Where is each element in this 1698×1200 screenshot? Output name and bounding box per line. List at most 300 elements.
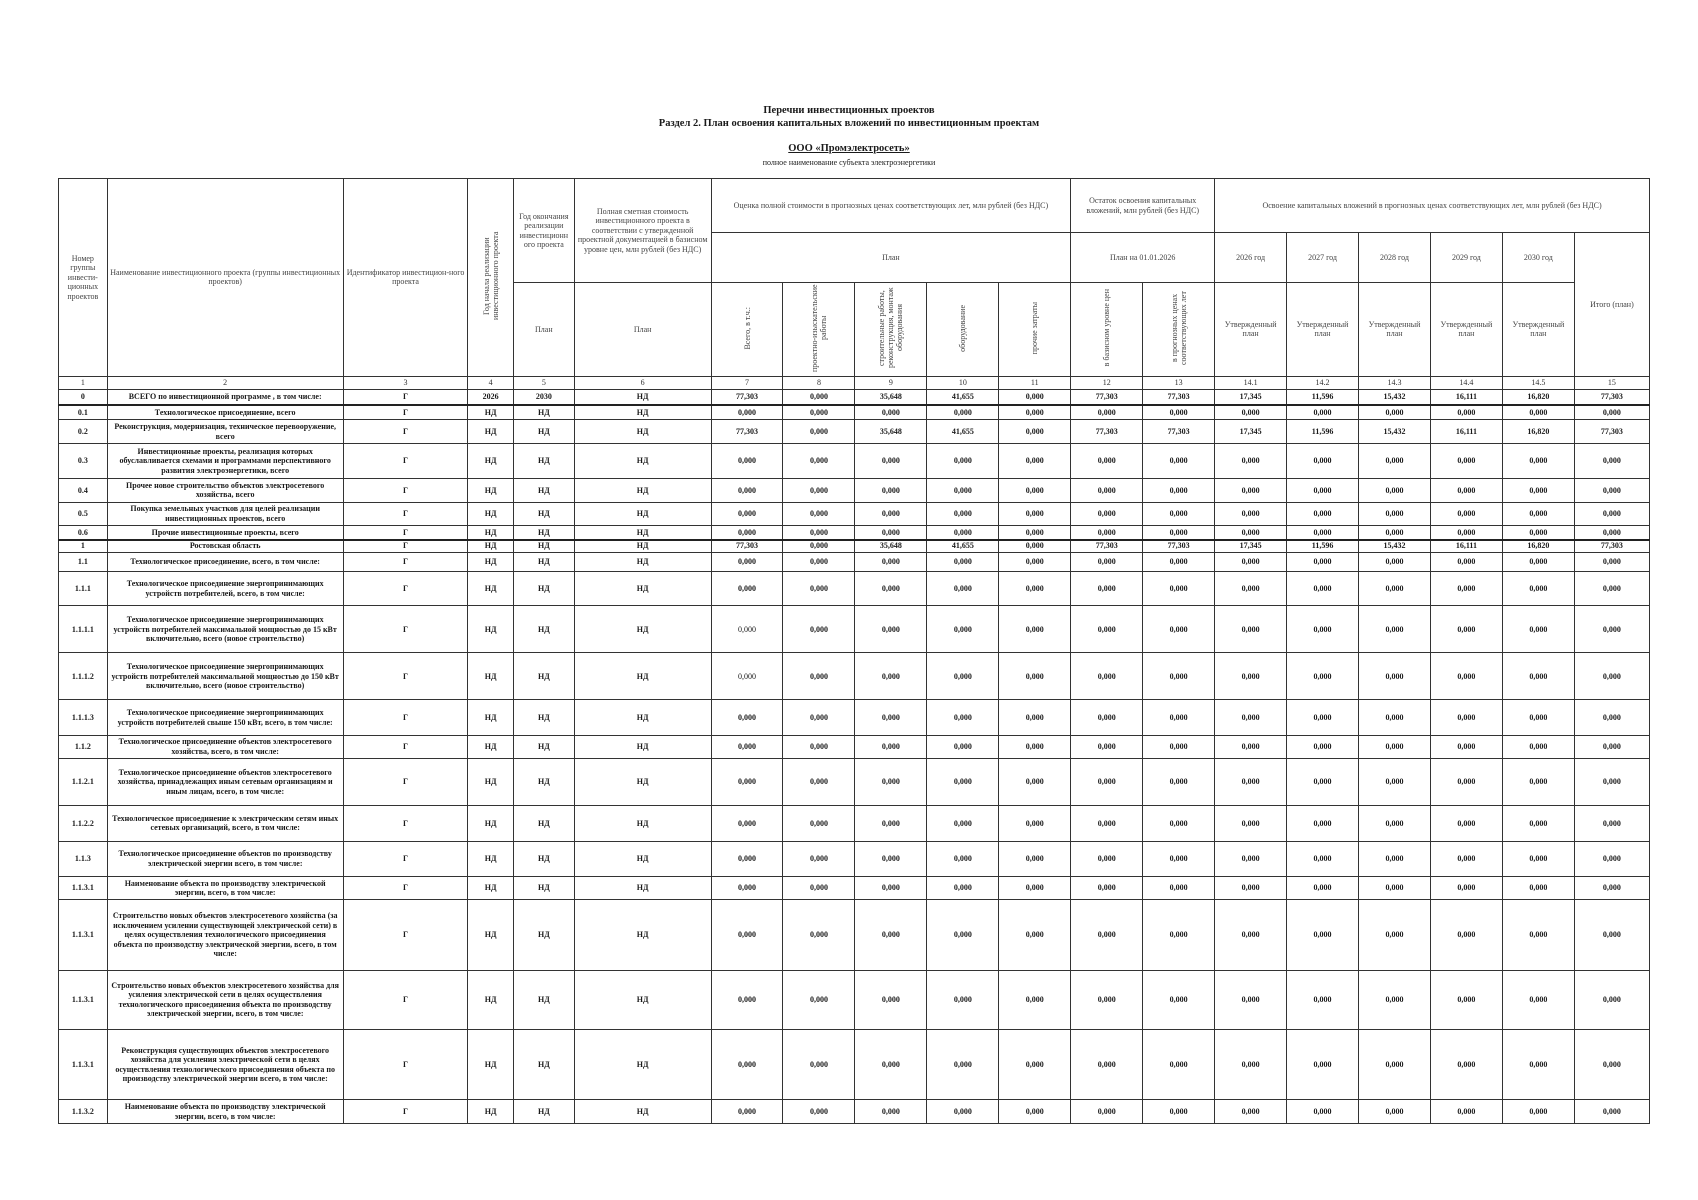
row-value-cell: 0,000 xyxy=(1502,806,1574,841)
row-value-cell: 41,655 xyxy=(927,390,999,405)
col-approved-2028: Утвержденный план xyxy=(1359,283,1431,377)
row-number: 0.4 xyxy=(59,479,108,503)
row-value-cell: 0,000 xyxy=(1430,900,1502,971)
row-value-cell: 0,000 xyxy=(1071,900,1143,971)
table-row xyxy=(59,540,1650,553)
row-value-cell: 0,000 xyxy=(855,502,927,526)
row-value-cell: 0,000 xyxy=(1071,479,1143,503)
row-value-cell: 0,000 xyxy=(1574,443,1649,478)
row-project-name: Технологическое присоединение энергопринимающих устройств потребителей максимальной мощностью до 150 кВт включительно, всего (новое строительство) xyxy=(107,653,343,700)
row-number: 1.1.3.1 xyxy=(59,1029,108,1100)
row-value-cell: 0,000 xyxy=(711,700,783,735)
row-value-cell: 0,000 xyxy=(927,841,999,876)
row-estimate-cost: НД xyxy=(574,502,711,526)
row-value-cell: 0,000 xyxy=(1574,606,1649,653)
row-value-cell: 0,000 xyxy=(1359,806,1431,841)
row-value-cell: 0,000 xyxy=(855,806,927,841)
row-project-name: Прочие инвестиционные проекты, всего xyxy=(107,526,343,540)
row-start-year: НД xyxy=(468,700,514,735)
row-value-cell: 0,000 xyxy=(711,806,783,841)
col-project-name: Наименование инвестиционного проекта (группы инвестиционных проектов) xyxy=(107,179,343,377)
row-value-cell: 0,000 xyxy=(1071,572,1143,606)
row-number: 1.1.1 xyxy=(59,572,108,606)
row-value-cell: 0,000 xyxy=(855,526,927,540)
row-estimate-cost: НД xyxy=(574,735,711,759)
row-value-cell: 0,000 xyxy=(1143,841,1215,876)
row-value-cell: 0,000 xyxy=(1143,552,1215,571)
row-value-cell: 0,000 xyxy=(783,572,855,606)
row-value-cell: 0,000 xyxy=(1143,606,1215,653)
row-value-cell: 0,000 xyxy=(1574,526,1649,540)
row-end-year: НД xyxy=(513,1029,574,1100)
row-value-cell: 15,432 xyxy=(1359,540,1431,553)
col-sub-design: проектно-изыскательские работы xyxy=(783,283,855,377)
row-value-cell: 11,596 xyxy=(1287,420,1359,444)
row-project-id: Г xyxy=(343,606,468,653)
row-value-cell: 0,000 xyxy=(1574,876,1649,900)
row-estimate-cost: НД xyxy=(574,479,711,503)
row-start-year: НД xyxy=(468,420,514,444)
row-value-cell: 0,000 xyxy=(711,526,783,540)
row-start-year: НД xyxy=(468,502,514,526)
row-value-cell: 0,000 xyxy=(783,502,855,526)
row-value-cell: 0,000 xyxy=(1143,1029,1215,1100)
row-value-cell: 0,000 xyxy=(1502,526,1574,540)
row-value-cell: 0,000 xyxy=(1359,900,1431,971)
row-value-cell: 0,000 xyxy=(1215,970,1287,1029)
row-value-cell: 0,000 xyxy=(1359,1029,1431,1100)
row-value-cell: 0,000 xyxy=(927,479,999,503)
row-start-year: НД xyxy=(468,606,514,653)
row-value-cell: 0,000 xyxy=(1071,606,1143,653)
table-row xyxy=(59,700,1650,735)
row-project-name: Технологическое присоединение к электрическим сетям иных сетевых организаций, всего, в том числе: xyxy=(107,806,343,841)
row-value-cell: 0,000 xyxy=(1574,479,1649,503)
row-value-cell: 0,000 xyxy=(1430,806,1502,841)
row-value-cell: 0,000 xyxy=(1215,876,1287,900)
row-number: 0.1 xyxy=(59,405,108,420)
row-value-cell: 0,000 xyxy=(711,841,783,876)
table-row xyxy=(59,405,1650,420)
row-value-cell: 0,000 xyxy=(1502,572,1574,606)
row-value-cell: 0,000 xyxy=(1287,606,1359,653)
row-value-cell: 0,000 xyxy=(711,479,783,503)
table-row xyxy=(59,1100,1650,1124)
row-number: 1.1.2 xyxy=(59,735,108,759)
col-estimate-cost: Полная сметная стоимость инвестиционного проекта в соответствии с утвержденной проектной документацией в базисном уровне цен, млн рублей (без НДС) xyxy=(574,179,711,283)
table-row xyxy=(59,1029,1650,1100)
table-row xyxy=(59,759,1650,806)
row-value-cell: 0,000 xyxy=(1574,1100,1649,1124)
table-row xyxy=(59,970,1650,1029)
row-value-cell: 0,000 xyxy=(1215,443,1287,478)
row-value-cell: 0,000 xyxy=(783,970,855,1029)
row-value-cell: 0,000 xyxy=(1215,700,1287,735)
row-project-name: Технологическое присоединение энергопринимающих устройств потребителей свыше 150 кВт, всего, в том числе: xyxy=(107,700,343,735)
row-value-cell: 0,000 xyxy=(1287,970,1359,1029)
row-end-year: НД xyxy=(513,552,574,571)
row-value-cell: 0,000 xyxy=(1215,735,1287,759)
row-project-name: Покупка земельных участков для целей реализации инвестиционных проектов, всего xyxy=(107,502,343,526)
row-value-cell: 41,655 xyxy=(927,420,999,444)
col-estimate-plan: План xyxy=(574,283,711,377)
document-title xyxy=(0,104,1698,130)
row-end-year: НД xyxy=(513,970,574,1029)
row-number: 0.2 xyxy=(59,420,108,444)
col-sub-base-prices: в базисном уровне цен xyxy=(1071,283,1143,377)
row-end-year: НД xyxy=(513,876,574,900)
row-project-name: Наименование объекта по производству электрической энергии, всего, в том числе: xyxy=(107,1100,343,1124)
col-start-year: Год начала реализации инвестиционного проекта xyxy=(468,179,514,377)
row-value-cell: 0,000 xyxy=(1071,806,1143,841)
row-value-cell: 0,000 xyxy=(1359,572,1431,606)
row-estimate-cost: НД xyxy=(574,443,711,478)
row-value-cell: 0,000 xyxy=(999,806,1071,841)
row-value-cell: 0,000 xyxy=(1502,443,1574,478)
row-value-cell: 0,000 xyxy=(1215,479,1287,503)
row-start-year: НД xyxy=(468,1029,514,1100)
row-value-cell: 0,000 xyxy=(1502,900,1574,971)
row-value-cell: 0,000 xyxy=(711,900,783,971)
row-value-cell: 41,655 xyxy=(927,540,999,553)
row-end-year: НД xyxy=(513,502,574,526)
row-value-cell: 0,000 xyxy=(1287,841,1359,876)
row-number: 0.5 xyxy=(59,502,108,526)
row-value-cell: 0,000 xyxy=(855,552,927,571)
row-value-cell: 0,000 xyxy=(927,653,999,700)
col-sub-other: прочие затраты xyxy=(999,283,1071,377)
row-value-cell: 0,000 xyxy=(927,502,999,526)
row-value-cell: 0,000 xyxy=(711,970,783,1029)
row-value-cell: 0,000 xyxy=(1359,700,1431,735)
row-estimate-cost: НД xyxy=(574,970,711,1029)
row-value-cell: 0,000 xyxy=(1143,572,1215,606)
row-estimate-cost: НД xyxy=(574,653,711,700)
row-project-id: Г xyxy=(343,572,468,606)
row-value-cell: 0,000 xyxy=(1502,653,1574,700)
col-full-cost-plan: План xyxy=(711,233,1071,283)
row-value-cell: 0,000 xyxy=(1359,405,1431,420)
row-value-cell: 0,000 xyxy=(1071,735,1143,759)
row-value-cell: 0,000 xyxy=(1574,502,1649,526)
row-value-cell: 0,000 xyxy=(1359,970,1431,1029)
column-index-cell: 14.2 xyxy=(1287,376,1359,390)
row-value-cell: 0,000 xyxy=(1574,759,1649,806)
row-value-cell: 0,000 xyxy=(1359,876,1431,900)
title-line-1: Перечни инвестиционных проектов xyxy=(763,105,935,116)
column-index-cell: 8 xyxy=(783,376,855,390)
row-start-year: НД xyxy=(468,526,514,540)
row-value-cell: 0,000 xyxy=(927,443,999,478)
row-start-year: НД xyxy=(468,572,514,606)
table-row xyxy=(59,390,1650,405)
row-value-cell: 0,000 xyxy=(1215,606,1287,653)
row-value-cell: 0,000 xyxy=(1574,900,1649,971)
column-index-cell: 15 xyxy=(1574,376,1649,390)
row-value-cell: 0,000 xyxy=(999,572,1071,606)
row-value-cell: 0,000 xyxy=(1574,653,1649,700)
table-row xyxy=(59,420,1650,444)
title-line-2: Раздел 2. План освоения капитальных вложений по инвестиционным проектам xyxy=(658,118,1040,129)
row-value-cell: 0,000 xyxy=(1430,502,1502,526)
row-value-cell: 0,000 xyxy=(1071,970,1143,1029)
row-end-year: НД xyxy=(513,700,574,735)
row-end-year: НД xyxy=(513,479,574,503)
row-estimate-cost: НД xyxy=(574,572,711,606)
col-approved-2029: Утвержденный план xyxy=(1430,283,1502,377)
row-value-cell: 77,303 xyxy=(1143,390,1215,405)
table-row xyxy=(59,572,1650,606)
organization-caption: полное наименование субъекта электроэнергетики xyxy=(762,158,936,167)
row-value-cell: 0,000 xyxy=(1502,970,1574,1029)
row-number: 1.1 xyxy=(59,552,108,571)
row-value-cell: 0,000 xyxy=(1430,405,1502,420)
row-value-cell: 0,000 xyxy=(999,876,1071,900)
table-row xyxy=(59,526,1650,540)
row-value-cell: 0,000 xyxy=(999,540,1071,553)
row-value-cell: 0,000 xyxy=(1502,841,1574,876)
row-value-cell: 0,000 xyxy=(1287,1100,1359,1124)
row-value-cell: 0,000 xyxy=(855,479,927,503)
row-project-name: Технологическое присоединение, всего xyxy=(107,405,343,420)
row-estimate-cost: НД xyxy=(574,526,711,540)
row-value-cell: 0,000 xyxy=(783,735,855,759)
row-project-id: Г xyxy=(343,970,468,1029)
column-index-cell: 2 xyxy=(107,376,343,390)
row-value-cell: 0,000 xyxy=(1359,759,1431,806)
row-value-cell: 0,000 xyxy=(1359,841,1431,876)
row-value-cell: 0,000 xyxy=(783,606,855,653)
row-value-cell: 0,000 xyxy=(855,700,927,735)
row-end-year: НД xyxy=(513,759,574,806)
row-project-name: ВСЕГО по инвестиционной программе , в том числе: xyxy=(107,390,343,405)
row-value-cell: 0,000 xyxy=(927,700,999,735)
row-value-cell: 0,000 xyxy=(855,1100,927,1124)
row-value-cell: 77,303 xyxy=(1143,420,1215,444)
col-sub-equipment: оборудование xyxy=(927,283,999,377)
row-estimate-cost: НД xyxy=(574,841,711,876)
row-value-cell: 0,000 xyxy=(1502,479,1574,503)
row-value-cell: 0,000 xyxy=(999,653,1071,700)
row-value-cell: 0,000 xyxy=(1574,700,1649,735)
row-value-cell: 0,000 xyxy=(1502,502,1574,526)
row-value-cell: 0,000 xyxy=(1430,443,1502,478)
row-value-cell: 35,648 xyxy=(855,390,927,405)
row-end-year: НД xyxy=(513,443,574,478)
row-value-cell: 0,000 xyxy=(1430,1100,1502,1124)
row-project-name: Технологическое присоединение объектов по производству электрической энергии всего, в том числе: xyxy=(107,841,343,876)
row-value-cell: 0,000 xyxy=(1215,502,1287,526)
row-value-cell: 0,000 xyxy=(1071,552,1143,571)
row-value-cell: 0,000 xyxy=(783,700,855,735)
row-value-cell: 0,000 xyxy=(783,900,855,971)
table-row xyxy=(59,841,1650,876)
row-value-cell: 0,000 xyxy=(999,1100,1071,1124)
row-value-cell: 0,000 xyxy=(927,552,999,571)
table-row xyxy=(59,653,1650,700)
row-value-cell: 0,000 xyxy=(927,606,999,653)
row-value-cell: 0,000 xyxy=(999,390,1071,405)
row-value-cell: 15,432 xyxy=(1359,390,1431,405)
row-value-cell: 16,820 xyxy=(1502,540,1574,553)
row-value-cell: 0,000 xyxy=(1287,479,1359,503)
row-value-cell: 0,000 xyxy=(855,653,927,700)
row-value-cell: 0,000 xyxy=(711,876,783,900)
col-year-2027: 2027 год xyxy=(1287,233,1359,283)
row-start-year: НД xyxy=(468,900,514,971)
col-project-id: Идентификатор инвестицион-ного проекта xyxy=(343,179,468,377)
row-value-cell: 16,820 xyxy=(1502,390,1574,405)
row-project-id: Г xyxy=(343,759,468,806)
row-project-name: Реконструкция, модернизация, техническое перевооружение, всего xyxy=(107,420,343,444)
table-row xyxy=(59,900,1650,971)
row-value-cell: 11,596 xyxy=(1287,540,1359,553)
row-project-id: Г xyxy=(343,876,468,900)
row-project-name: Инвестиционные проекты, реализация которых обуславливается схемами и программами перспективного развития электроэнергетики, всего xyxy=(107,443,343,478)
row-value-cell: 0,000 xyxy=(1143,900,1215,971)
row-value-cell: 0,000 xyxy=(1430,970,1502,1029)
table-row xyxy=(59,479,1650,503)
row-value-cell: 0,000 xyxy=(927,970,999,1029)
row-value-cell: 0,000 xyxy=(1287,552,1359,571)
col-remaining: Остаток освоения капитальных вложений, млн рублей (без НДС) xyxy=(1071,179,1215,233)
row-value-cell: 0,000 xyxy=(783,806,855,841)
row-value-cell: 0,000 xyxy=(927,1100,999,1124)
row-value-cell: 0,000 xyxy=(1574,735,1649,759)
row-value-cell: 0,000 xyxy=(1359,479,1431,503)
row-value-cell: 0,000 xyxy=(927,572,999,606)
row-value-cell: 0,000 xyxy=(783,405,855,420)
row-value-cell: 0,000 xyxy=(855,572,927,606)
row-value-cell: 0,000 xyxy=(1430,552,1502,571)
row-start-year: НД xyxy=(468,653,514,700)
row-value-cell: 0,000 xyxy=(1071,653,1143,700)
row-project-id: Г xyxy=(343,526,468,540)
row-value-cell: 0,000 xyxy=(1359,443,1431,478)
row-value-cell: 0,000 xyxy=(1430,700,1502,735)
row-value-cell: 0,000 xyxy=(1215,841,1287,876)
table-row xyxy=(59,606,1650,653)
row-value-cell: 35,648 xyxy=(855,420,927,444)
row-value-cell: 0,000 xyxy=(711,606,783,653)
row-value-cell: 0,000 xyxy=(1430,653,1502,700)
row-value-cell: 0,000 xyxy=(1071,841,1143,876)
investment-table xyxy=(58,178,1650,1124)
row-value-cell: 0,000 xyxy=(1574,970,1649,1029)
row-value-cell: 77,303 xyxy=(711,420,783,444)
row-value-cell: 0,000 xyxy=(1502,1100,1574,1124)
row-value-cell: 0,000 xyxy=(1574,841,1649,876)
row-value-cell: 0,000 xyxy=(1287,759,1359,806)
table-row xyxy=(59,502,1650,526)
row-value-cell: 77,303 xyxy=(1143,540,1215,553)
table-body xyxy=(59,376,1650,1124)
row-value-cell: 0,000 xyxy=(1359,526,1431,540)
column-index-cell: 14.4 xyxy=(1430,376,1502,390)
row-value-cell: 0,000 xyxy=(1502,700,1574,735)
row-value-cell: 0,000 xyxy=(999,735,1071,759)
row-start-year: НД xyxy=(468,540,514,553)
row-start-year: НД xyxy=(468,806,514,841)
row-value-cell: 0,000 xyxy=(999,526,1071,540)
row-end-year: НД xyxy=(513,526,574,540)
row-number: 1.1.1.1 xyxy=(59,606,108,653)
row-value-cell: 0,000 xyxy=(783,552,855,571)
row-value-cell: 0,000 xyxy=(1215,552,1287,571)
row-value-cell: 0,000 xyxy=(855,841,927,876)
row-value-cell: 35,648 xyxy=(855,540,927,553)
column-index-cell: 14.1 xyxy=(1215,376,1287,390)
row-value-cell: 0,000 xyxy=(999,759,1071,806)
row-value-cell: 0,000 xyxy=(1359,502,1431,526)
row-value-cell: 0,000 xyxy=(855,1029,927,1100)
row-value-cell: 0,000 xyxy=(711,572,783,606)
row-value-cell: 0,000 xyxy=(1359,606,1431,653)
row-value-cell: 17,345 xyxy=(1215,390,1287,405)
row-end-year: НД xyxy=(513,806,574,841)
row-number: 0.3 xyxy=(59,443,108,478)
row-value-cell: 0,000 xyxy=(1359,1100,1431,1124)
row-value-cell: 0,000 xyxy=(783,759,855,806)
row-value-cell: 0,000 xyxy=(1143,700,1215,735)
row-value-cell: 0,000 xyxy=(1143,759,1215,806)
row-value-cell: 0,000 xyxy=(1287,700,1359,735)
row-end-year: НД xyxy=(513,540,574,553)
col-approved-2030: Утвержденный план xyxy=(1502,283,1574,377)
row-value-cell: 0,000 xyxy=(999,970,1071,1029)
row-project-name: Строительство новых объектов электросетевого хозяйства для усиления электрической сети в целях осуществления технологического присоединения объекта по производству электрической энергии, всего, в том числе: xyxy=(107,970,343,1029)
row-project-id: Г xyxy=(343,405,468,420)
row-value-cell: 77,303 xyxy=(1071,540,1143,553)
row-value-cell: 0,000 xyxy=(855,876,927,900)
row-value-cell: 0,000 xyxy=(783,653,855,700)
row-value-cell: 77,303 xyxy=(711,540,783,553)
row-end-year: НД xyxy=(513,405,574,420)
col-sub-forecast-prices: в прогнозных ценах соответствующих лет xyxy=(1143,283,1215,377)
row-value-cell: 0,000 xyxy=(1071,502,1143,526)
row-value-cell: 0,000 xyxy=(1071,526,1143,540)
row-value-cell: 0,000 xyxy=(1502,876,1574,900)
row-value-cell: 0,000 xyxy=(1430,572,1502,606)
row-value-cell: 0,000 xyxy=(783,540,855,553)
row-value-cell: 0,000 xyxy=(999,405,1071,420)
row-value-cell: 0,000 xyxy=(927,806,999,841)
row-value-cell: 0,000 xyxy=(1502,405,1574,420)
row-value-cell: 15,432 xyxy=(1359,420,1431,444)
row-value-cell: 0,000 xyxy=(1143,405,1215,420)
row-number: 1.1.2.2 xyxy=(59,806,108,841)
row-value-cell: 0,000 xyxy=(783,876,855,900)
row-value-cell: 0,000 xyxy=(783,1029,855,1100)
row-value-cell: 0,000 xyxy=(1430,759,1502,806)
row-project-id: Г xyxy=(343,390,468,405)
col-year-2026: 2026 год xyxy=(1215,233,1287,283)
row-value-cell: 0,000 xyxy=(1287,1029,1359,1100)
row-value-cell: 0,000 xyxy=(855,970,927,1029)
row-value-cell: 0,000 xyxy=(1502,1029,1574,1100)
row-value-cell: 0,000 xyxy=(1430,876,1502,900)
row-value-cell: 0,000 xyxy=(927,735,999,759)
row-project-id: Г xyxy=(343,900,468,971)
row-number: 1.1.1.3 xyxy=(59,700,108,735)
row-end-year: НД xyxy=(513,900,574,971)
col-sub-construction: строительные работы, реконструкция, монтаж оборудования xyxy=(855,283,927,377)
column-index-cell: 9 xyxy=(855,376,927,390)
row-value-cell: 0,000 xyxy=(1430,735,1502,759)
row-value-cell: 0,000 xyxy=(999,1029,1071,1100)
row-value-cell: 0,000 xyxy=(1071,1100,1143,1124)
row-value-cell: 0,000 xyxy=(1574,405,1649,420)
